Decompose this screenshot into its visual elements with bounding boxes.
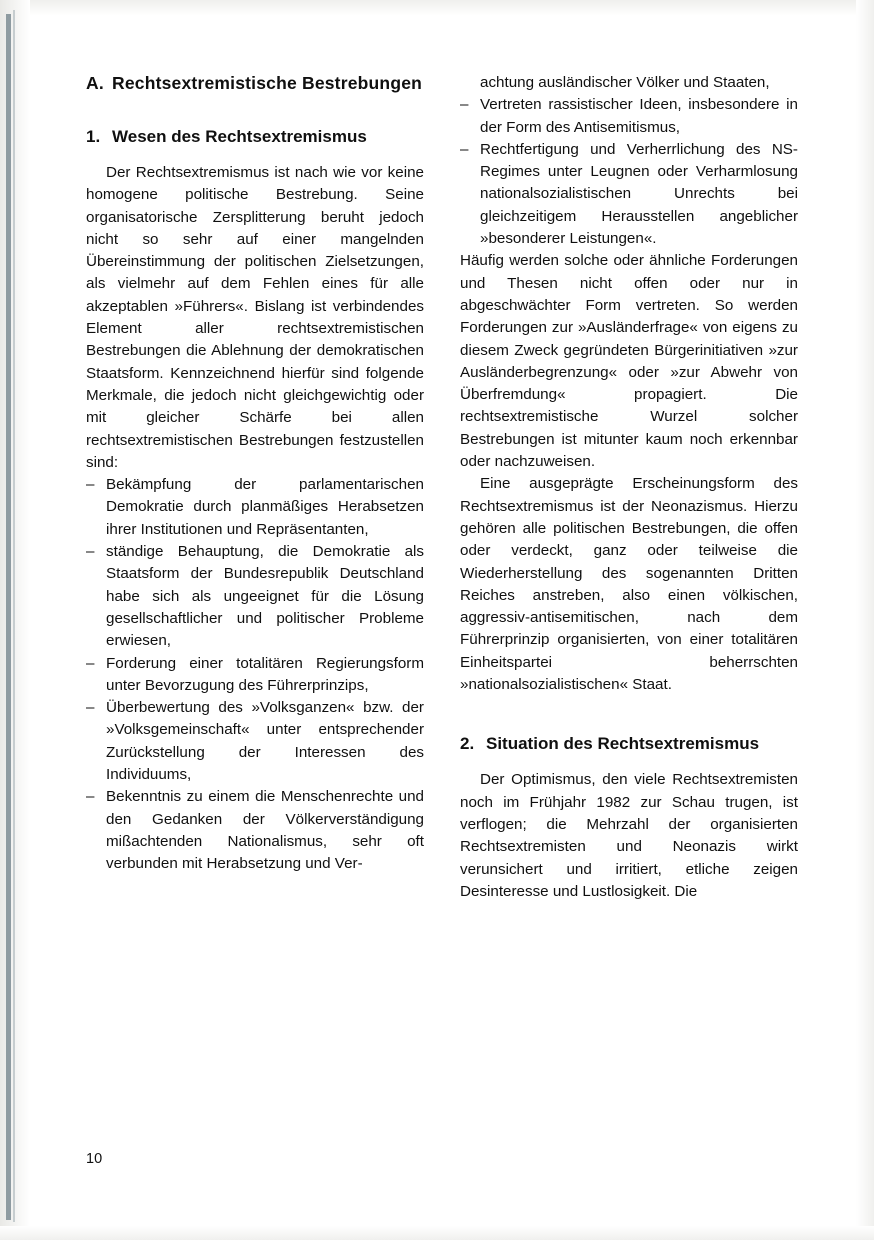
scan-binding-line (13, 10, 15, 1222)
scan-edge-right (856, 0, 874, 1240)
scan-edge-left (0, 0, 30, 1240)
list-item-text: achtung ausländischer Völker und Staaten, (480, 74, 770, 91)
list-item (86, 474, 424, 541)
list-item (86, 786, 424, 875)
bullet-list-left (86, 474, 424, 875)
section-heading-text: Rechtsextremistische Bestrebungen (112, 73, 423, 93)
paragraph: Der Optimismus, den viele Rechtsextremisten noch im Frühjahr 1982 zur Schau trugen, ist verflogen; die Mehrzahl der organisierten Rechtsextremisten und Neonazis wirkt verunsichert und irritiert, etliche zeigen Desinteresse und Lustlosigkeit. Die (460, 771, 798, 900)
dash-marker: – (86, 699, 95, 717)
list-item-text: Forderung einer totalitären Regierungsform unter Bevorzugung des Führerprinzips, (106, 654, 424, 694)
subsection-heading-2-text: Situation des Rechtsextremismus (486, 734, 760, 754)
list-item-text: Überbewertung des »Volksganzen« bzw. der »Volksgemeinschaft« unter entsprechender Zurückstellung der Interessen des Individuums, (106, 699, 424, 784)
dash-marker: – (86, 654, 95, 672)
subsection-heading-1-label: 1. (86, 127, 101, 146)
list-item (460, 139, 798, 250)
dash-marker: – (460, 140, 469, 158)
list-item (86, 697, 424, 786)
two-column-layout (86, 72, 798, 903)
subsection-heading-1-text: Wesen des Rechtsextremismus (112, 127, 367, 146)
subsection-heading-2-label: 2. (460, 734, 475, 754)
section-heading-label: A. (86, 73, 104, 93)
dash-marker: – (460, 96, 469, 114)
page-number: 10 (86, 1151, 103, 1167)
list-item-text: Rechtfertigung und Verherrlichung des NS-Regimes unter Leugnen oder Verharmlosung nationalsozialistischen Unrechts bei gleichzeitigem Herausstellen angeblicher »besonderer Leistungen«. (480, 140, 798, 248)
bullet-list-right (460, 72, 798, 250)
list-item-text: ständige Behauptung, die Demokratie als Staatsform der Bundesrepublik Deutschland habe sich als ungeeignet für die Lösung gesellschaftlicher und politischer Probleme erwiesen, (106, 543, 424, 650)
right-column (460, 72, 798, 903)
dash-marker: – (86, 788, 95, 806)
left-column (86, 72, 424, 903)
subsection-heading-2 (460, 732, 798, 755)
scan-edge-bottom (0, 1226, 874, 1240)
list-item-text: Bekämpfung der parlamentarischen Demokratie durch planmäßiges Herabsetzen ihrer Institutionen und Repräsentanten, (106, 476, 424, 538)
dash-marker: – (86, 543, 95, 561)
list-item-text: Bekenntnis zu einem die Menschenrechte und den Gedanken der Völkerverständigung mißachtenden Nationalismus, sehr oft verbunden mit Herabsetzung und Ver- (106, 788, 424, 873)
paragraph: Häufig werden solche oder ähnliche Forderungen und Thesen nicht offen oder nur in abgeschwächter Form vertreten. So werden Forderungen zur »Ausländerfrage« von eigens zu diesem Zweck gegründeten Bürgerinitiativen »zur Ausländerbegrenzung« oder »zur Abwehr von Überfremdung« propagiert. Die rechtsextremistische Wurzel solcher Bestrebungen ist mitunter kaum noch erkennbar oder nachzuweisen. (460, 252, 798, 471)
list-item (460, 94, 798, 139)
section-heading (86, 72, 424, 95)
paragraph: Eine ausgeprägte Erscheinungsform des Rechtsextremismus ist der Neonazismus. Hierzu gehören alle politischen Bestrebungen, die offen oder verdeckt, ganz oder teilweise die Wiederherstellung des sogenannten Dritten Reiches anstreben, also einen völkischen, aggressiv-antisemitischen, nach dem Führerprinzip organisierten, von einer totalitären Einheitspartei beherrschten »nationalsozialistischen« Staat. (460, 475, 798, 694)
list-item-text: Vertreten rassistischer Ideen, insbesondere in der Form des Antisemitismus, (480, 96, 798, 136)
list-item (86, 653, 424, 698)
list-item (86, 541, 424, 652)
scan-binding-shadow (6, 14, 11, 1220)
paragraph: Der Rechtsextremismus ist nach wie vor keine homogene politische Bestrebung. Seine organisatorische Zersplitterung beruht jedoch nicht so sehr auf einer mangelnden Übereinstimmung der politischen Zielsetzungen, als vielmehr auf dem Fehlen eines für alle akzeptablen »Führers«. Bislang ist verbindendes Element aller rechtsextremistischen Bestrebungen die Ablehnung der demokratischen Staatsform. Kennzeichnend hierfür sind folgende Merkmale, die jedoch nicht gleichgewichtig oder mit gleicher Schärfe bei allen rechtsextremistischen Bestrebungen festzustellen sind: (86, 164, 424, 471)
dash-marker: – (86, 476, 95, 494)
subsection-heading-1 (86, 125, 424, 148)
list-item-continuation (460, 72, 798, 94)
scan-edge-top (0, 0, 874, 16)
